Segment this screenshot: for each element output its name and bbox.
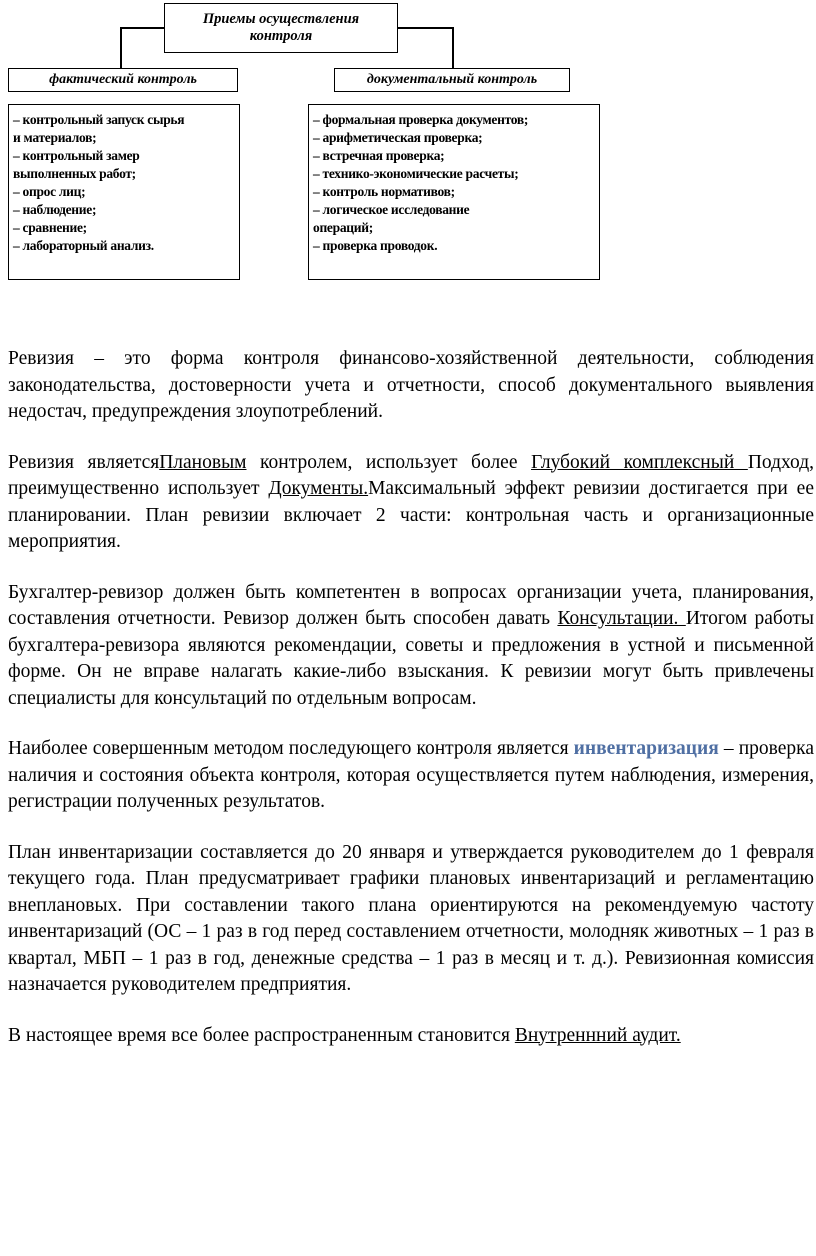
connector-left-vertical (120, 27, 122, 68)
connector-left-horizontal (120, 27, 164, 29)
list-item: – арифметическая проверка; (313, 130, 483, 145)
paragraph-inventory (8, 736, 814, 816)
text-span: В настоящее время все более распространенным становится (8, 1024, 515, 1046)
diagram-title-line1: Приемы осуществления (202, 11, 360, 27)
list-item: – контрольный запуск сырья (13, 112, 185, 127)
paragraph-revision-type (8, 450, 814, 556)
diagram-title-box (164, 3, 398, 53)
link-documents[interactable]: Документы. (268, 478, 369, 499)
paragraph-auditor (8, 580, 814, 713)
text-span: Наиболее совершенным методом последующего контроля является (8, 738, 574, 759)
link-internal-audit[interactable]: Внутреннний аудит. (514, 1024, 681, 1046)
fact-control-list (8, 104, 240, 280)
connector-right-vertical (452, 27, 454, 68)
paragraph-inventory-plan: План инвентаризации составляется до 20 января и утверждается руководителем до 1 февраля текущего года. План предусматривает графики плановых инвентаризаций и регламентацию внеплановых. При составлении такого плана ориентируются на рекомендуемую частоту инвентаризаций (ОС – 1 раз в год перед составлением отчетности, молодняк животных – 1 раз в квартал, МБП – 1 раз в год, денежные средства – 1 раз в месяц и т. д.). Ревизионная комиссия назначается руководителем предприятия. (8, 841, 814, 995)
list-item: – проверка проводок. (313, 238, 438, 253)
list-item: – формальная проверка документов; (313, 112, 529, 127)
connector-right-horizontal (398, 27, 452, 29)
paragraph-internal-audit (8, 1023, 814, 1050)
text-span: Бухгалтер-ревизор должен быть компетентен в вопросах организации учета, планирования, составления отчетности. Ревизор должен быть способен давать (8, 581, 814, 629)
list-item: – технико-экономические расчеты; (313, 166, 519, 181)
list-item: – сравнение; (13, 220, 87, 235)
list-item: – опрос лиц; (13, 184, 86, 199)
link-planned[interactable]: Плановым (159, 451, 247, 473)
doc-control-list (308, 104, 600, 280)
document-body (8, 346, 814, 1073)
list-item: – наблюдение; (13, 202, 97, 217)
text-span: – проверка наличия и состояния объекта контроля, которая осуществляется путем наблюдения, измерения, регистрации полученных результатов. (8, 738, 814, 812)
list-item: – встречная проверка; (313, 148, 445, 163)
text-span: Ревизия является (8, 451, 160, 473)
diagram-title-line2: контроля (249, 28, 313, 44)
list-item: и материалов; (13, 130, 97, 145)
text-span: Максимальный эффект ревизии достигается при ее планировании. План ревизии включает 2 части: контрольная часть и организационные мероприятия. (8, 478, 814, 552)
list-item: операций; (313, 220, 373, 235)
link-consultations[interactable]: Консультации. (557, 608, 686, 629)
text-span: контролем, использует более (246, 451, 532, 473)
list-item: – лабораторный анализ. (13, 238, 154, 253)
link-deep-complex[interactable]: Глубокий комплексный (531, 451, 748, 473)
term-inventory: инвентаризация (573, 738, 719, 759)
list-item: – контрольный замер (13, 148, 140, 163)
list-item: выполненных работ; (13, 166, 136, 181)
doc-control-header: документальный контроль (334, 68, 570, 92)
list-item: – контроль нормативов; (313, 184, 455, 199)
control-methods-diagram (0, 0, 816, 300)
list-item: – логическое исследование (313, 202, 470, 217)
fact-control-header: фактический контроль (8, 68, 238, 92)
text-span: Итогом работы бухгалтера-ревизора являются рекомендации, советы и предложения в устной и письменной форме. Он не вправе налагать какие-либо взыскания. К ревизии могут быть привлечены специалисты для консультаций по отдельным вопросам. (8, 608, 814, 709)
paragraph-revision-definition: Ревизия – это форма контроля финансово-хозяйственной деятельности, соблюдения законодательства, достоверности учета и отчетности, способ документального выявления недостач, предупреждения злоупотреблений. (8, 348, 814, 422)
text-span: Подход, преимущественно использует (8, 451, 814, 499)
